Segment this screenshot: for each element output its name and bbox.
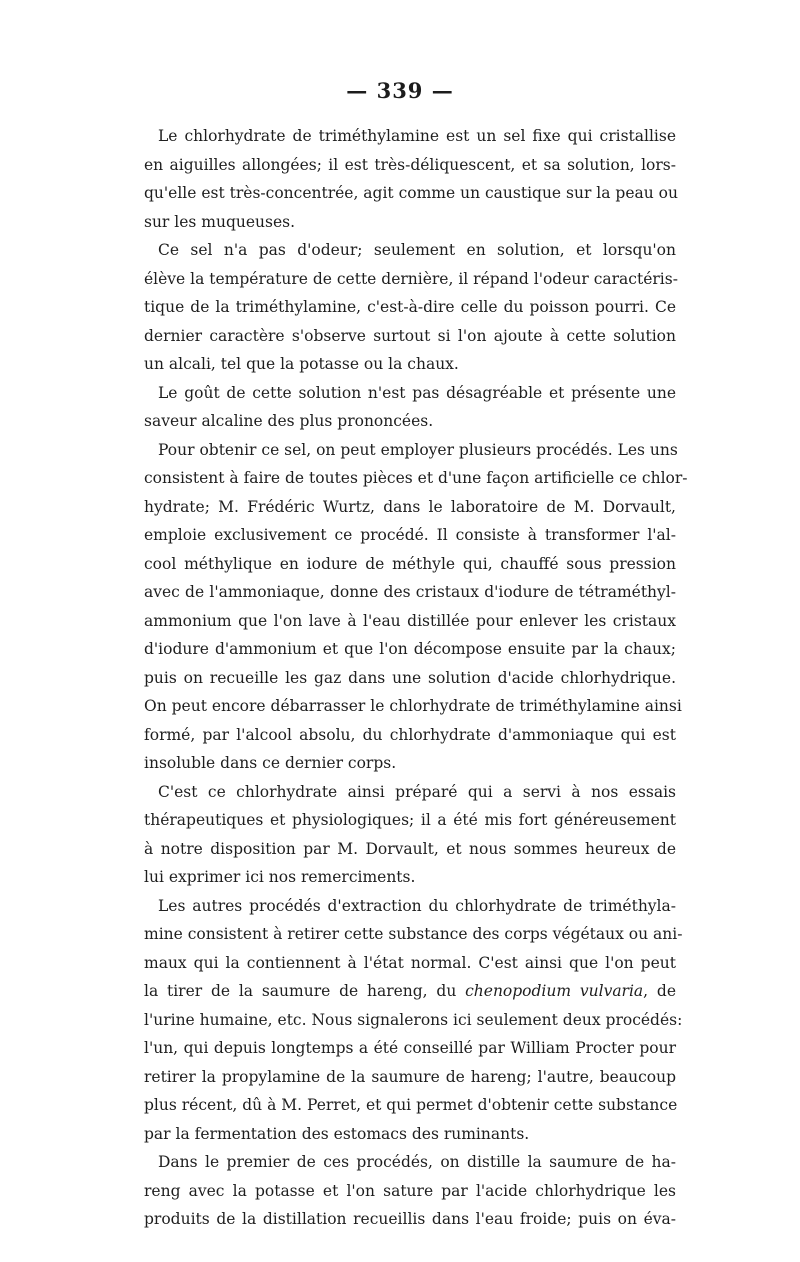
paragraph <box>144 1148 676 1234</box>
text-line: produits de la distillation recueillis dans l'eau froide; puis on éva- <box>144 1210 676 1228</box>
text-line: formé, par l'alcool absolu, du chlorhydrate d'ammoniaque qui est <box>144 725 676 744</box>
text-line: à notre disposition par M. Dorvault, et nous sommes heureux de <box>144 839 676 858</box>
text-line: en aiguilles allongées; il est très-déliquescent, et sa solution, lors- <box>144 155 676 174</box>
text-line: l'un, qui depuis longtemps a été conseillé par William Procter pour <box>144 1039 676 1057</box>
page-number: — 339 — <box>346 78 454 103</box>
paragraph <box>144 436 688 778</box>
text-line: un alcali, tel que la potasse ou la chaux. <box>144 355 459 373</box>
text-line: cool méthylique en iodure de méthyle qui, chauffé sous pression <box>144 554 676 573</box>
text-line-with-italic <box>144 977 676 1006</box>
text-line: tique de la triméthylamine, c'est-à-dire celle du poisson pourri. Ce <box>144 298 676 316</box>
text-line: puis on recueille les gaz dans une solution d'acide chlorhydrique. <box>144 668 676 687</box>
text-line: maux qui la contiennent à l'état normal. C'est ainsi que l'on peut <box>144 953 676 972</box>
text-run: la tirer de la saumure de hareng, du <box>144 982 466 1000</box>
text-line: plus récent, dû à M. Perret, et qui permet d'obtenir cette substance <box>144 1096 678 1114</box>
text-line: insoluble dans ce dernier corps. <box>144 754 397 772</box>
text-line: Les autres procédés d'extraction du chlorhydrate de triméthyla- <box>158 896 676 915</box>
text-line: mine consistent à retirer cette substance des corps végétaux ou ani- <box>144 925 683 943</box>
text-line: emploie exclusivement ce procédé. Il consiste à transformer l'al- <box>144 526 676 544</box>
text-line: élève la température de cette dernière, il répand l'odeur caractéris- <box>144 269 678 288</box>
paragraph <box>144 379 676 436</box>
text-line: d'iodure d'ammonium et que l'on décompose ensuite par la chaux; <box>144 640 676 658</box>
paragraph <box>144 236 676 379</box>
text-line: l'urine humaine, etc. Nous signalerons ici seulement deux procédés: <box>144 1010 683 1029</box>
text-line: par la fermentation des estomacs des ruminants. <box>144 1124 530 1143</box>
text-line: ammonium que l'on lave à l'eau distillée pour enlever les cristaux <box>144 611 676 630</box>
text-line: Ce sel n'a pas d'odeur; seulement en solution, et lorsqu'on <box>158 241 676 259</box>
text-line: hydrate; M. Frédéric Wurtz, dans le laboratoire de M. Dorvault, <box>144 497 676 516</box>
text-line: sur les muqueuses. <box>144 212 296 231</box>
text-line: Le chlorhydrate de triméthylamine est un sel fixe qui cristallise <box>158 127 676 145</box>
body-text <box>144 122 688 1234</box>
paragraph <box>144 778 676 892</box>
text-line: retirer la propylamine de la saumure de hareng; l'autre, beaucoup <box>144 1067 676 1086</box>
text-line: Pour obtenir ce sel, on peut employer plusieurs procédés. Les uns <box>158 440 678 459</box>
text-line: dernier caractère s'observe surtout si l'on ajoute à cette solution <box>144 326 676 345</box>
text-line: Le goût de cette solution n'est pas désagréable et présente une <box>158 383 676 402</box>
text-run: , de <box>643 982 676 1000</box>
text-line: thérapeutiques et physiologiques; il a été mis fort généreusement <box>144 811 676 829</box>
text-line: avec de l'ammoniaque, donne des cristaux d'iodure de tétraméthyl- <box>144 583 676 601</box>
text-line: saveur alcaline des plus prononcées. <box>144 412 434 430</box>
text-line: qu'elle est très-concentrée, agit comme un caustique sur la peau ou <box>144 184 678 202</box>
text-line: reng avec la potasse et l'on sature par l'acide chlorhydrique les <box>144 1181 676 1200</box>
italic-term: chenopodium vulvaria <box>465 982 644 1000</box>
text-line: lui exprimer ici nos remerciments. <box>144 868 416 886</box>
paragraph <box>144 892 683 1149</box>
text-line: Dans le premier de ces procédés, on distille la saumure de ha- <box>158 1153 676 1171</box>
text-line: C'est ce chlorhydrate ainsi préparé qui a servi à nos essais <box>158 782 676 801</box>
text-line: consistent à faire de toutes pièces et d'une façon artificielle ce chlor- <box>144 469 688 487</box>
text-line: On peut encore débarrasser le chlorhydrate de triméthylamine ainsi <box>144 697 682 715</box>
paragraph <box>144 122 676 236</box>
